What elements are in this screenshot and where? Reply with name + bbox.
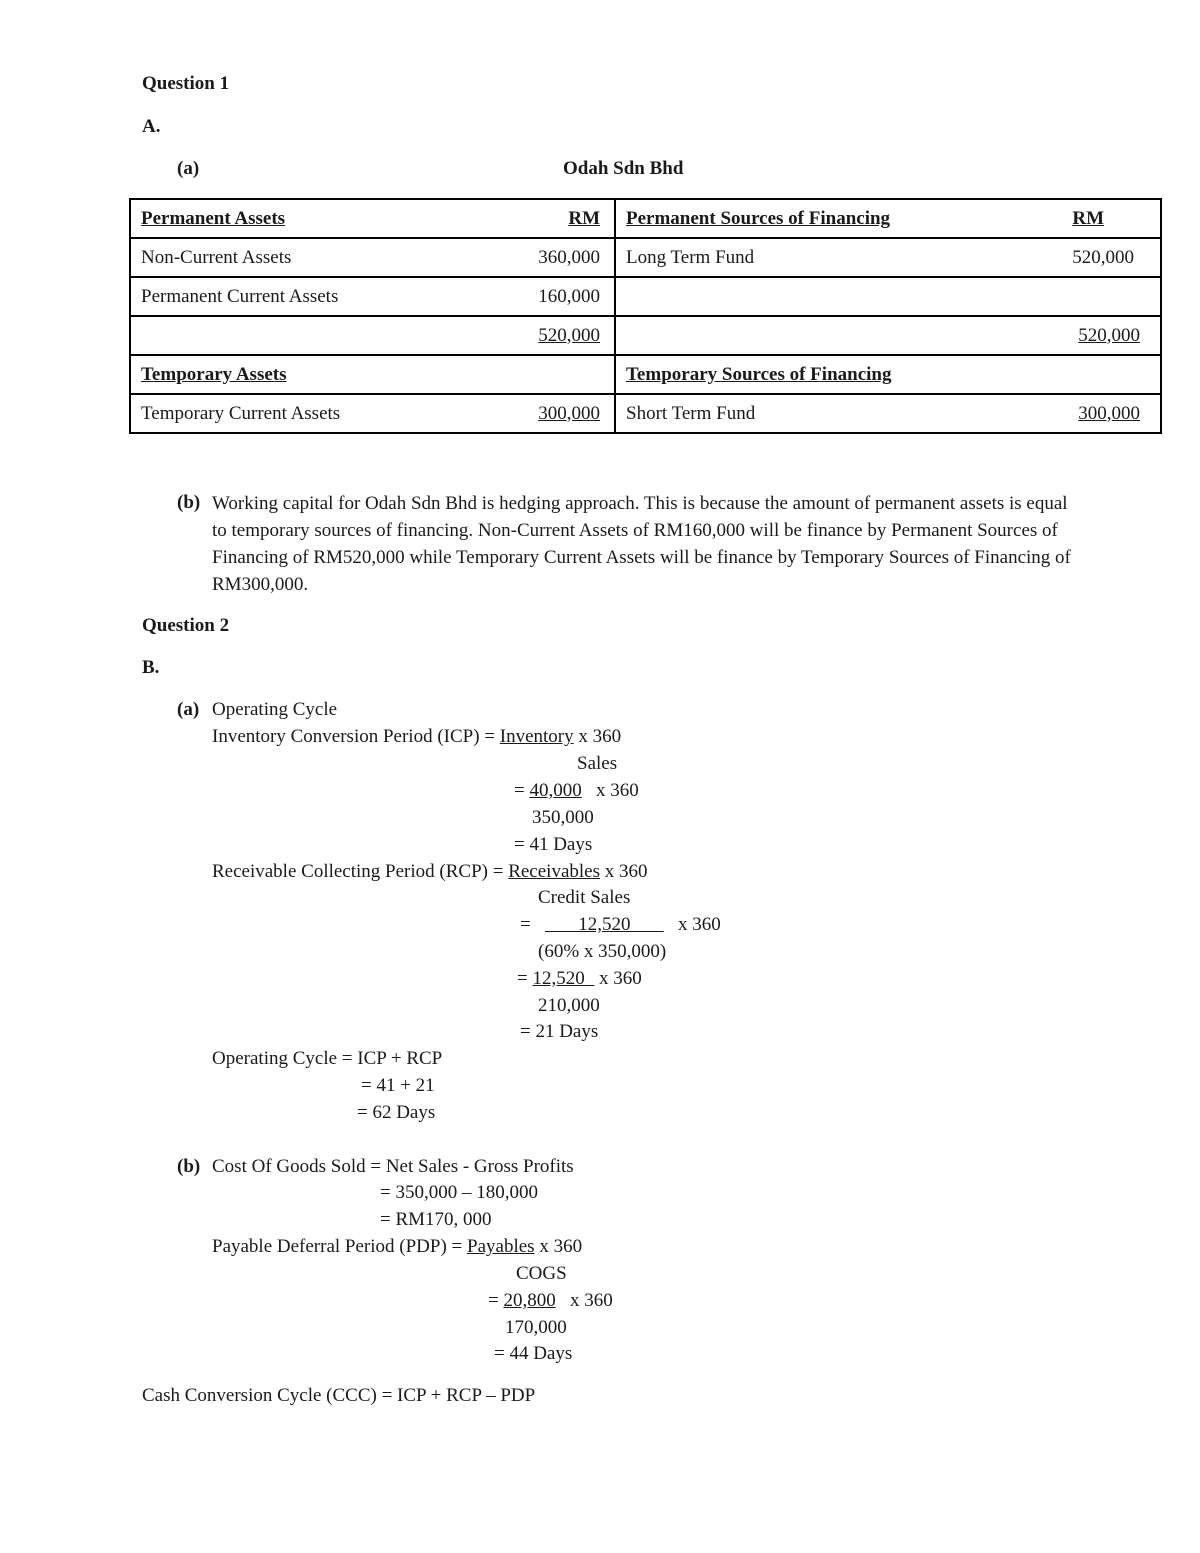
operating-cycle-step-1: = 41 + 21: [361, 1075, 435, 1096]
cogs-step-1: = 350,000 – 180,000: [380, 1182, 538, 1203]
question-1-title: Question 1: [142, 73, 230, 94]
table-row: [130, 277, 1161, 316]
permanent-financing-total: 520,000: [1078, 324, 1140, 346]
table-cell: [615, 238, 1161, 277]
non-current-assets-value: 360,000: [538, 246, 600, 268]
icp-formula: Inventory Conversion Period (ICP) = Inventory x 360: [212, 726, 622, 747]
permanent-current-assets-value: 160,000: [538, 285, 600, 307]
cogs-result: = RM170, 000: [380, 1209, 492, 1230]
table-cell: [615, 394, 1161, 433]
rcp-formula: Receivable Collecting Period (RCP) = Receivables x 360: [212, 861, 648, 882]
table-row: [130, 394, 1161, 433]
rcp-result: = 21 Days: [520, 1021, 599, 1042]
operating-cycle-result: = 62 Days: [357, 1102, 436, 1123]
ccc-formula: Cash Conversion Cycle (CCC) = ICP + RCP – PDP: [142, 1385, 536, 1406]
pdp-formula: Payable Deferral Period (PDP) = Payables x 360: [212, 1236, 583, 1257]
part-b-label-q2: (b): [177, 1156, 201, 1177]
pdp-denominator: COGS: [516, 1263, 567, 1284]
short-term-fund-label: Short Term Fund: [626, 402, 756, 424]
table-cell: [615, 199, 1161, 238]
rcp-step-2-denominator: 210,000: [538, 995, 600, 1016]
table-cell: [615, 316, 1161, 355]
permanent-assets-header: Permanent Assets: [141, 207, 286, 229]
temporary-assets-header: Temporary Assets: [141, 363, 287, 385]
working-capital-paragraph: Working capital for Odah Sdn Bhd is hedging approach. This is because the amount of permanent assets is equal to temporary sources of financing. Non-Current Assets of RM160,000 will be finance by Permanent Sources of Financing of RM520,000 while Temporary Current Assets will be finance by Temporary Sources of Financing of RM300,000.: [212, 493, 1071, 595]
table-row: [130, 355, 1161, 394]
table-row: [130, 238, 1161, 277]
rcp-step-1-denominator: (60% x 350,000): [538, 941, 667, 962]
table-cell: [615, 277, 1161, 316]
long-term-fund-value: 520,000: [1072, 246, 1134, 268]
table-cell: [615, 355, 1161, 394]
icp-step-1-denominator: 350,000: [532, 807, 594, 828]
long-term-fund-label: Long Term Fund: [626, 246, 755, 268]
question-2-title: Question 2: [142, 615, 230, 636]
table-row: [130, 316, 1161, 355]
rcp-denominator: Credit Sales: [538, 887, 631, 908]
permanent-financing-header: Permanent Sources of Financing: [626, 207, 891, 229]
cogs-formula: Cost Of Goods Sold = Net Sales - Gross Profits: [212, 1156, 574, 1177]
financing-table: [129, 198, 1162, 434]
part-b-label: (b): [177, 492, 201, 513]
operating-cycle-title: Operating Cycle: [212, 699, 338, 720]
icp-step-1: = 40,000 x 360: [514, 780, 639, 801]
table-cell: [130, 238, 615, 277]
pdp-result: = 44 Days: [494, 1343, 573, 1364]
section-b-label: B.: [142, 657, 160, 678]
permanent-current-assets-label: Permanent Current Assets: [141, 285, 339, 307]
table-cell: [130, 316, 615, 355]
table-cell: [130, 355, 615, 394]
part-a-label: (a): [177, 158, 200, 179]
operating-cycle-formula: Operating Cycle = ICP + RCP: [212, 1048, 443, 1069]
icp-denominator: Sales: [577, 753, 618, 774]
table-cell: [130, 199, 615, 238]
pdp-step-1: = 20,800 x 360: [488, 1290, 613, 1311]
icp-result: = 41 Days: [514, 834, 593, 855]
temporary-financing-header: Temporary Sources of Financing: [626, 363, 892, 385]
company-title: Odah Sdn Bhd: [563, 158, 684, 179]
non-current-assets-label: Non-Current Assets: [141, 246, 292, 268]
table-cell: [130, 277, 615, 316]
part-a-label-q2: (a): [177, 699, 200, 720]
rcp-step-1: = 12,520 x 360: [520, 914, 721, 935]
rm-header-right: RM: [1072, 207, 1104, 229]
permanent-assets-total: 520,000: [538, 324, 600, 346]
section-a-label: A.: [142, 116, 161, 137]
table-row: [130, 199, 1161, 238]
short-term-fund-value: 300,000: [1078, 402, 1140, 424]
temporary-current-assets-value: 300,000: [538, 402, 600, 424]
pdp-step-1-denominator: 170,000: [505, 1317, 567, 1338]
table-cell: [130, 394, 615, 433]
rcp-step-2: = 12,520 x 360: [517, 968, 642, 989]
rm-header-left: RM: [568, 207, 600, 229]
temporary-current-assets-label: Temporary Current Assets: [141, 402, 341, 424]
